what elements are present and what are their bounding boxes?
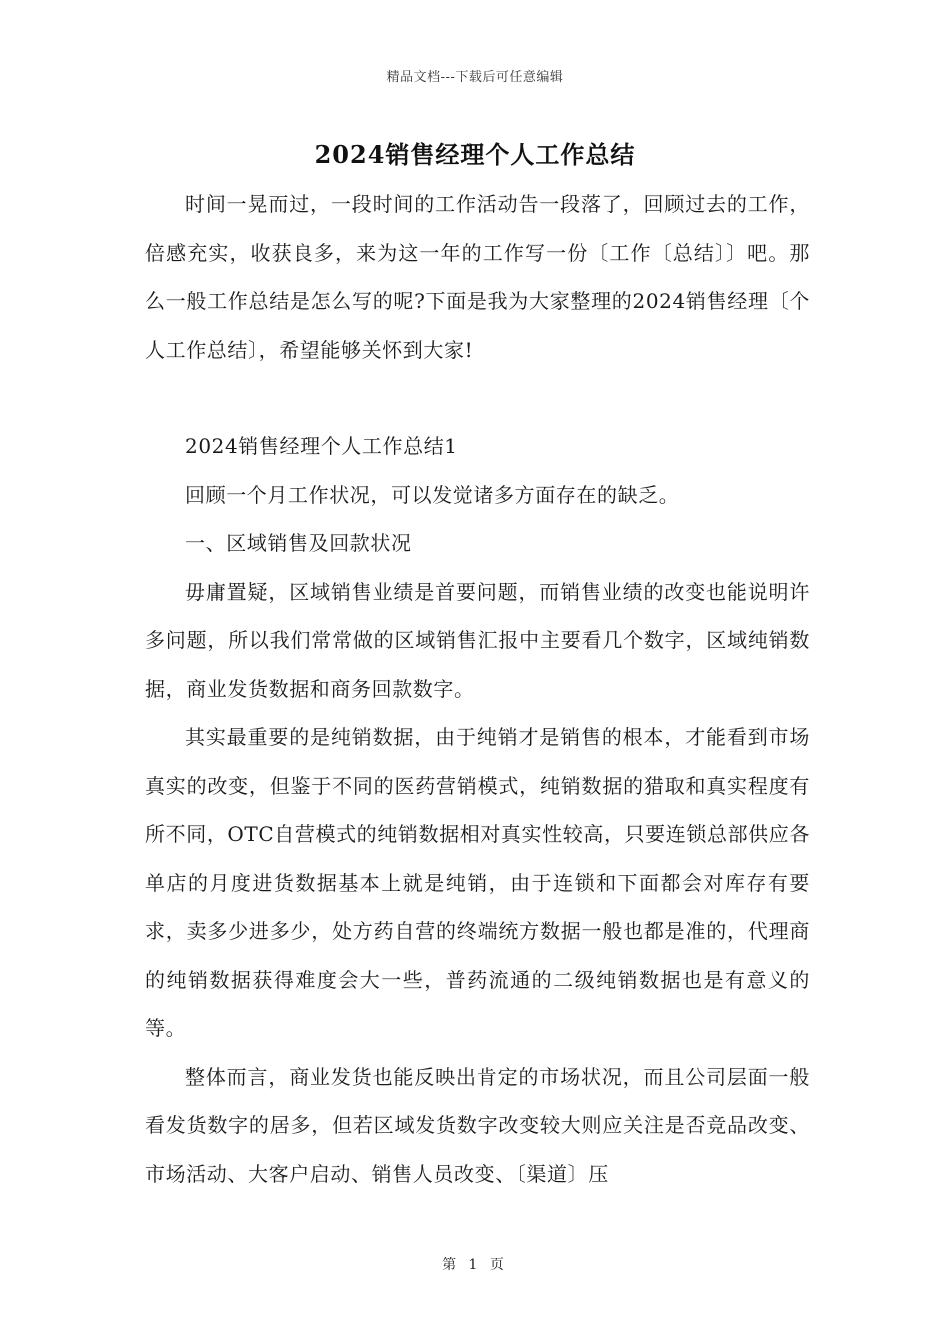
paragraph: 其实最重要的是纯销数据，由于纯销才是销售的根本，才能看到市场真实的改变，但鉴于不同的医药营销模式，纯销数据的猎取和真实程度有所不同，OTC自营模式的纯销数据相对真实性较高，只要连锁总部供应各单店的月度进货数据基本上就是纯销，由于连锁和下面都会对库存有要求，卖多少进多少，处方药自营的终端统方数据一般也都是准的，代理商的纯销数据获得难度会大一些，普药流通的二级纯销数据也是有意义的等。 [145, 725, 810, 1040]
subheading: 一、区域销售及回款状况 [185, 531, 412, 555]
document-body [145, 180, 810, 1198]
section-heading: 2024销售经理个人工作总结1 [185, 434, 458, 458]
document-title: 2024销售经理个人工作总结 [314, 140, 636, 169]
paragraph: 整体而言，商业发货也能反映出肯定的市场状况，而且公司层面一般看发货数字的居多，但若区域发货数字改变较大则应关注是否竞品改变、市场活动、大客户启动、销售人员改变、〔渠道〕压 [145, 1064, 810, 1186]
paragraph: 回顾一个月工作状况，可以发觉诸多方面存在的缺乏。 [185, 482, 680, 507]
header-note: 精品文档---下载后可任意编辑 [386, 70, 564, 85]
page-number: 第 1 页 [442, 1257, 508, 1273]
paragraph-intro: 时间一晃而过，一段时间的工作活动告一段落了，回顾过去的工作，倍感充实，收获良多，来为这一年的工作写一份〔工作〔总结〕〕吧。那么一般工作总结是怎么写的呢?下面是我为大家整理的2024销售经理〔个人工作总结〕，希望能够关怀到大家! [145, 192, 810, 362]
paragraph: 毋庸置疑，区域销售业绩是首要问题，而销售业绩的改变也能说明许多问题，所以我们常常做的区域销售汇报中主要看几个数字，区域纯销数据，商业发货数据和商务回款数字。 [145, 579, 810, 701]
